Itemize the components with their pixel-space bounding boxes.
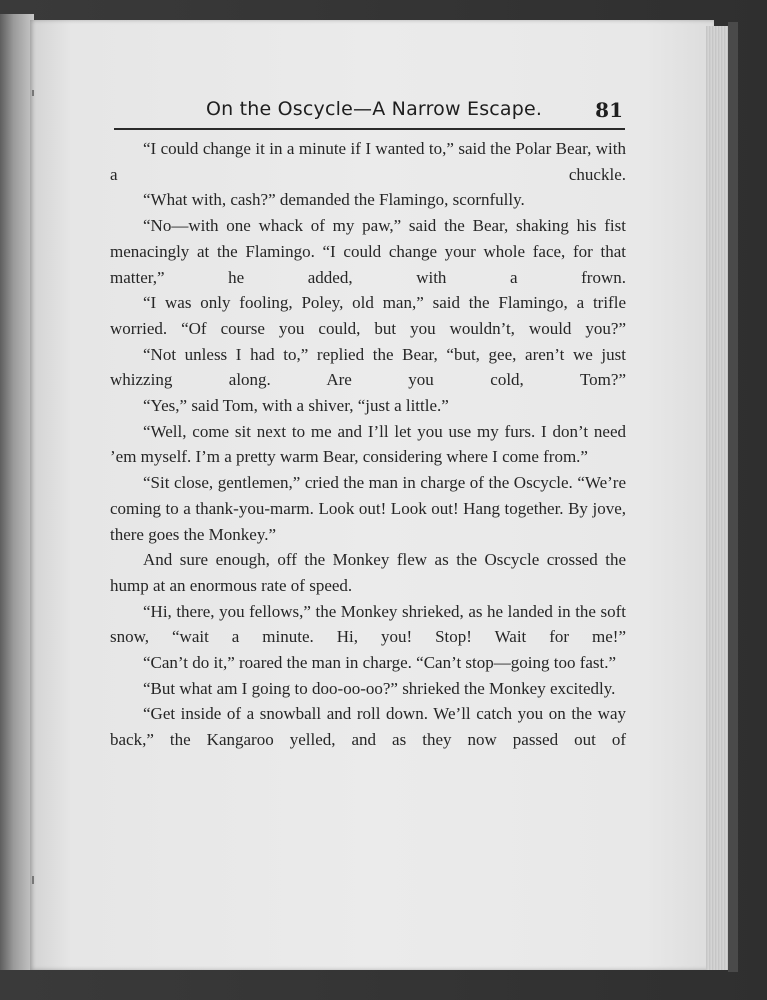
paragraph: “I was only fooling, Poley, old man,” said the Flamingo, a trifle worried. “Of course you could, but you wouldn’t, would you?” xyxy=(110,293,626,338)
book-cover-edge xyxy=(728,22,738,972)
header-rule xyxy=(114,128,625,130)
page-header xyxy=(114,96,625,128)
page-stack-edges xyxy=(706,26,730,970)
paragraph: “Can’t do it,” roared the man in charge. “Can’t stop—going too fast.” xyxy=(143,653,617,673)
paragraph: “Well, come sit next to me and I’ll let you use my furs. I don’t need ’em myself. I’m a pretty warm Bear, considering where I come from.” xyxy=(110,421,626,467)
body-text xyxy=(110,136,626,753)
page-speck xyxy=(32,876,34,884)
facing-page-edge xyxy=(0,14,34,970)
paragraph: “What with, cash?” demanded the Flamingo, scornfully. xyxy=(143,190,525,210)
paragraph: “Not unless I had to,” replied the Bear, “but, gee, aren’t we just whizzing along. Are you cold, Tom?” xyxy=(110,344,626,390)
paragraph: “Get inside of a snowball and roll down. We’ll catch you on the way back,” the Kangaroo yelled, and as they now passed out of xyxy=(110,704,626,750)
paragraph: “Sit close, gentlemen,” cried the man in charge of the Oscycle. “We’re coming to a thank-you-marm. Look out! Look out! Hang together. By jove, there goes the Monkey.” xyxy=(110,473,626,544)
paragraph: “I could change it in a minute if I wanted to,” said the Polar Bear, with a chuckle. xyxy=(110,139,626,184)
paragraph: “No—with one whack of my paw,” said the Bear, shaking his fist menacingly at the Flamingo. “I could change your whole face, for that matter,” he added, with a frown. xyxy=(110,216,626,287)
running-head: On the Oscycle—A Narrow Escape. xyxy=(206,98,543,120)
page-speck xyxy=(32,90,34,96)
paragraph: “Yes,” said Tom, with a shiver, “just a little.” xyxy=(143,396,449,416)
page-number: 81 xyxy=(595,98,623,122)
paragraph: And sure enough, off the Monkey flew as the Oscycle crossed the hump at an enormous rate of speed. xyxy=(110,550,626,595)
paragraph: “But what am I going to doo-oo-oo?” shrieked the Monkey excitedly. xyxy=(143,678,616,698)
paragraph: “Hi, there, you fellows,” the Monkey shrieked, as he landed in the soft snow, “wait a minute. Hi, you! Stop! Wait for me!” xyxy=(110,601,626,647)
